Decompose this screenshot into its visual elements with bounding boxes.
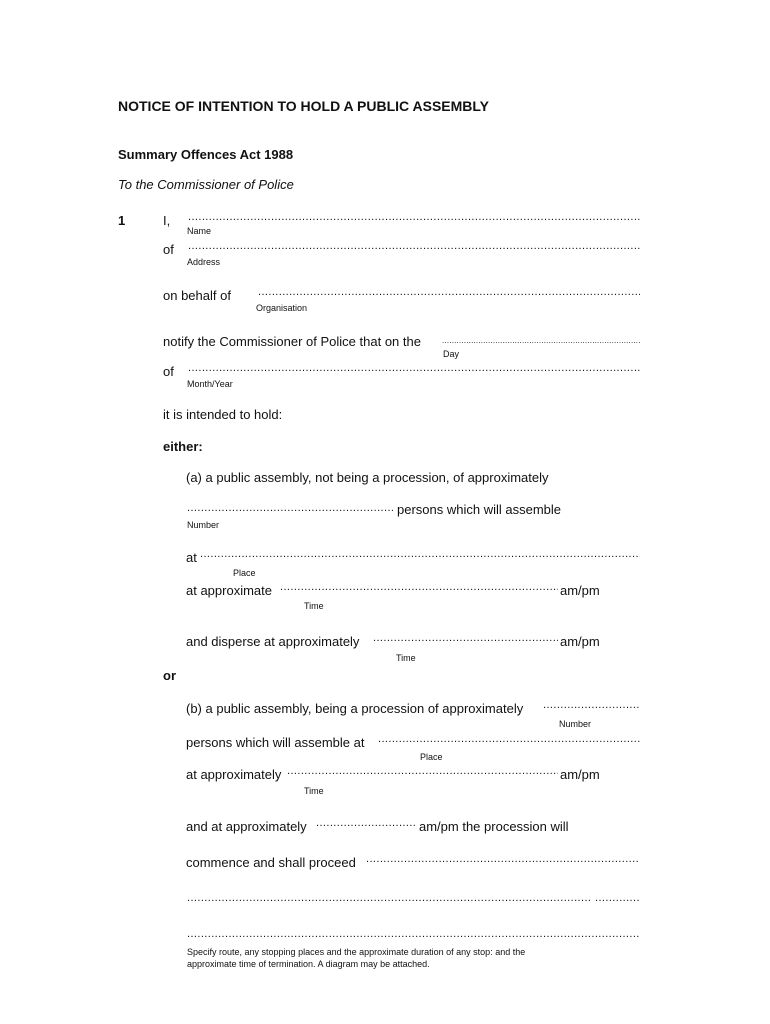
of-label: of xyxy=(163,242,174,257)
option-b-commence-label: commence and shall proceed xyxy=(186,855,356,870)
month-year-field[interactable] xyxy=(188,362,640,374)
day-field[interactable] xyxy=(442,336,640,345)
option-b-at-approx-label: at approximately xyxy=(186,767,282,782)
option-b-and-at-label: and at approximately xyxy=(186,819,307,834)
or-label: or xyxy=(163,668,176,683)
route-note-line-2: approximate time of termination. A diagram may be attached. xyxy=(187,959,430,969)
name-caption: Name xyxy=(187,226,212,236)
route-line-2b[interactable] xyxy=(595,892,640,904)
option-b-number-caption: Number xyxy=(559,719,592,729)
either-label: either: xyxy=(163,439,203,454)
option-a-at-label: at xyxy=(186,550,197,565)
option-b-place-caption: Place xyxy=(420,752,443,762)
option-a-ampm2: am/pm xyxy=(560,634,600,649)
option-b-place-field[interactable] xyxy=(378,733,640,745)
option-b-time-caption: Time xyxy=(304,786,324,796)
notify-label: notify the Commissioner of Police that on the xyxy=(163,334,421,349)
option-b-ampm: am/pm xyxy=(560,767,600,782)
option-a-number-field[interactable] xyxy=(187,502,395,514)
of2-label: of xyxy=(163,364,174,379)
option-a-ampm: am/pm xyxy=(560,583,600,598)
i-label: I, xyxy=(163,213,171,228)
option-a-at-approx-label: at approximate xyxy=(186,583,272,598)
route-line-1[interactable] xyxy=(366,853,640,865)
option-a-number-caption: Number xyxy=(187,520,220,530)
option-a-text: (a) a public assembly, not being a procession, of approximately xyxy=(186,470,549,485)
month-year-caption: Month/Year xyxy=(187,379,233,389)
option-a-persons-text: persons which will assemble xyxy=(397,502,562,517)
intended-text: it is intended to hold: xyxy=(163,407,283,422)
name-field[interactable] xyxy=(188,211,640,223)
addressee-line: To the Commissioner of Police xyxy=(118,177,294,192)
on-behalf-label: on behalf of xyxy=(163,288,231,303)
option-a-time-caption2: Time xyxy=(396,653,416,663)
route-note-line-1: Specify route, any stopping places and the approximate duration of any stop: and the xyxy=(187,947,526,957)
option-a-place-caption: Place xyxy=(233,568,256,578)
section-number: 1 xyxy=(118,213,126,228)
option-a-place-field[interactable] xyxy=(200,548,640,560)
form-title: NOTICE OF INTENTION TO HOLD A PUBLIC ASSEMBLY xyxy=(118,98,490,114)
option-b-start-time-field[interactable] xyxy=(316,817,416,829)
option-a-disperse-label: and disperse at approximately xyxy=(186,634,360,649)
option-b-text: (b) a public assembly, being a procession of approximately xyxy=(186,701,524,716)
option-b-persons-label: persons which will assemble at xyxy=(186,735,365,750)
option-a-time-caption: Time xyxy=(304,601,324,611)
option-b-commence-text: am/pm the procession will xyxy=(419,819,569,834)
address-caption: Address xyxy=(187,257,221,267)
organisation-field[interactable] xyxy=(258,286,640,298)
route-line-3[interactable] xyxy=(187,928,640,940)
option-b-time-field[interactable] xyxy=(287,765,558,777)
option-a-time-field[interactable] xyxy=(280,581,558,593)
address-field[interactable] xyxy=(188,240,640,252)
day-caption: Day xyxy=(443,349,460,359)
route-line-2[interactable] xyxy=(187,892,591,904)
organisation-caption: Organisation xyxy=(256,303,308,313)
option-b-number-field[interactable] xyxy=(543,699,640,711)
act-heading: Summary Offences Act 1988 xyxy=(118,147,294,162)
option-a-disperse-time-field[interactable] xyxy=(373,632,558,644)
